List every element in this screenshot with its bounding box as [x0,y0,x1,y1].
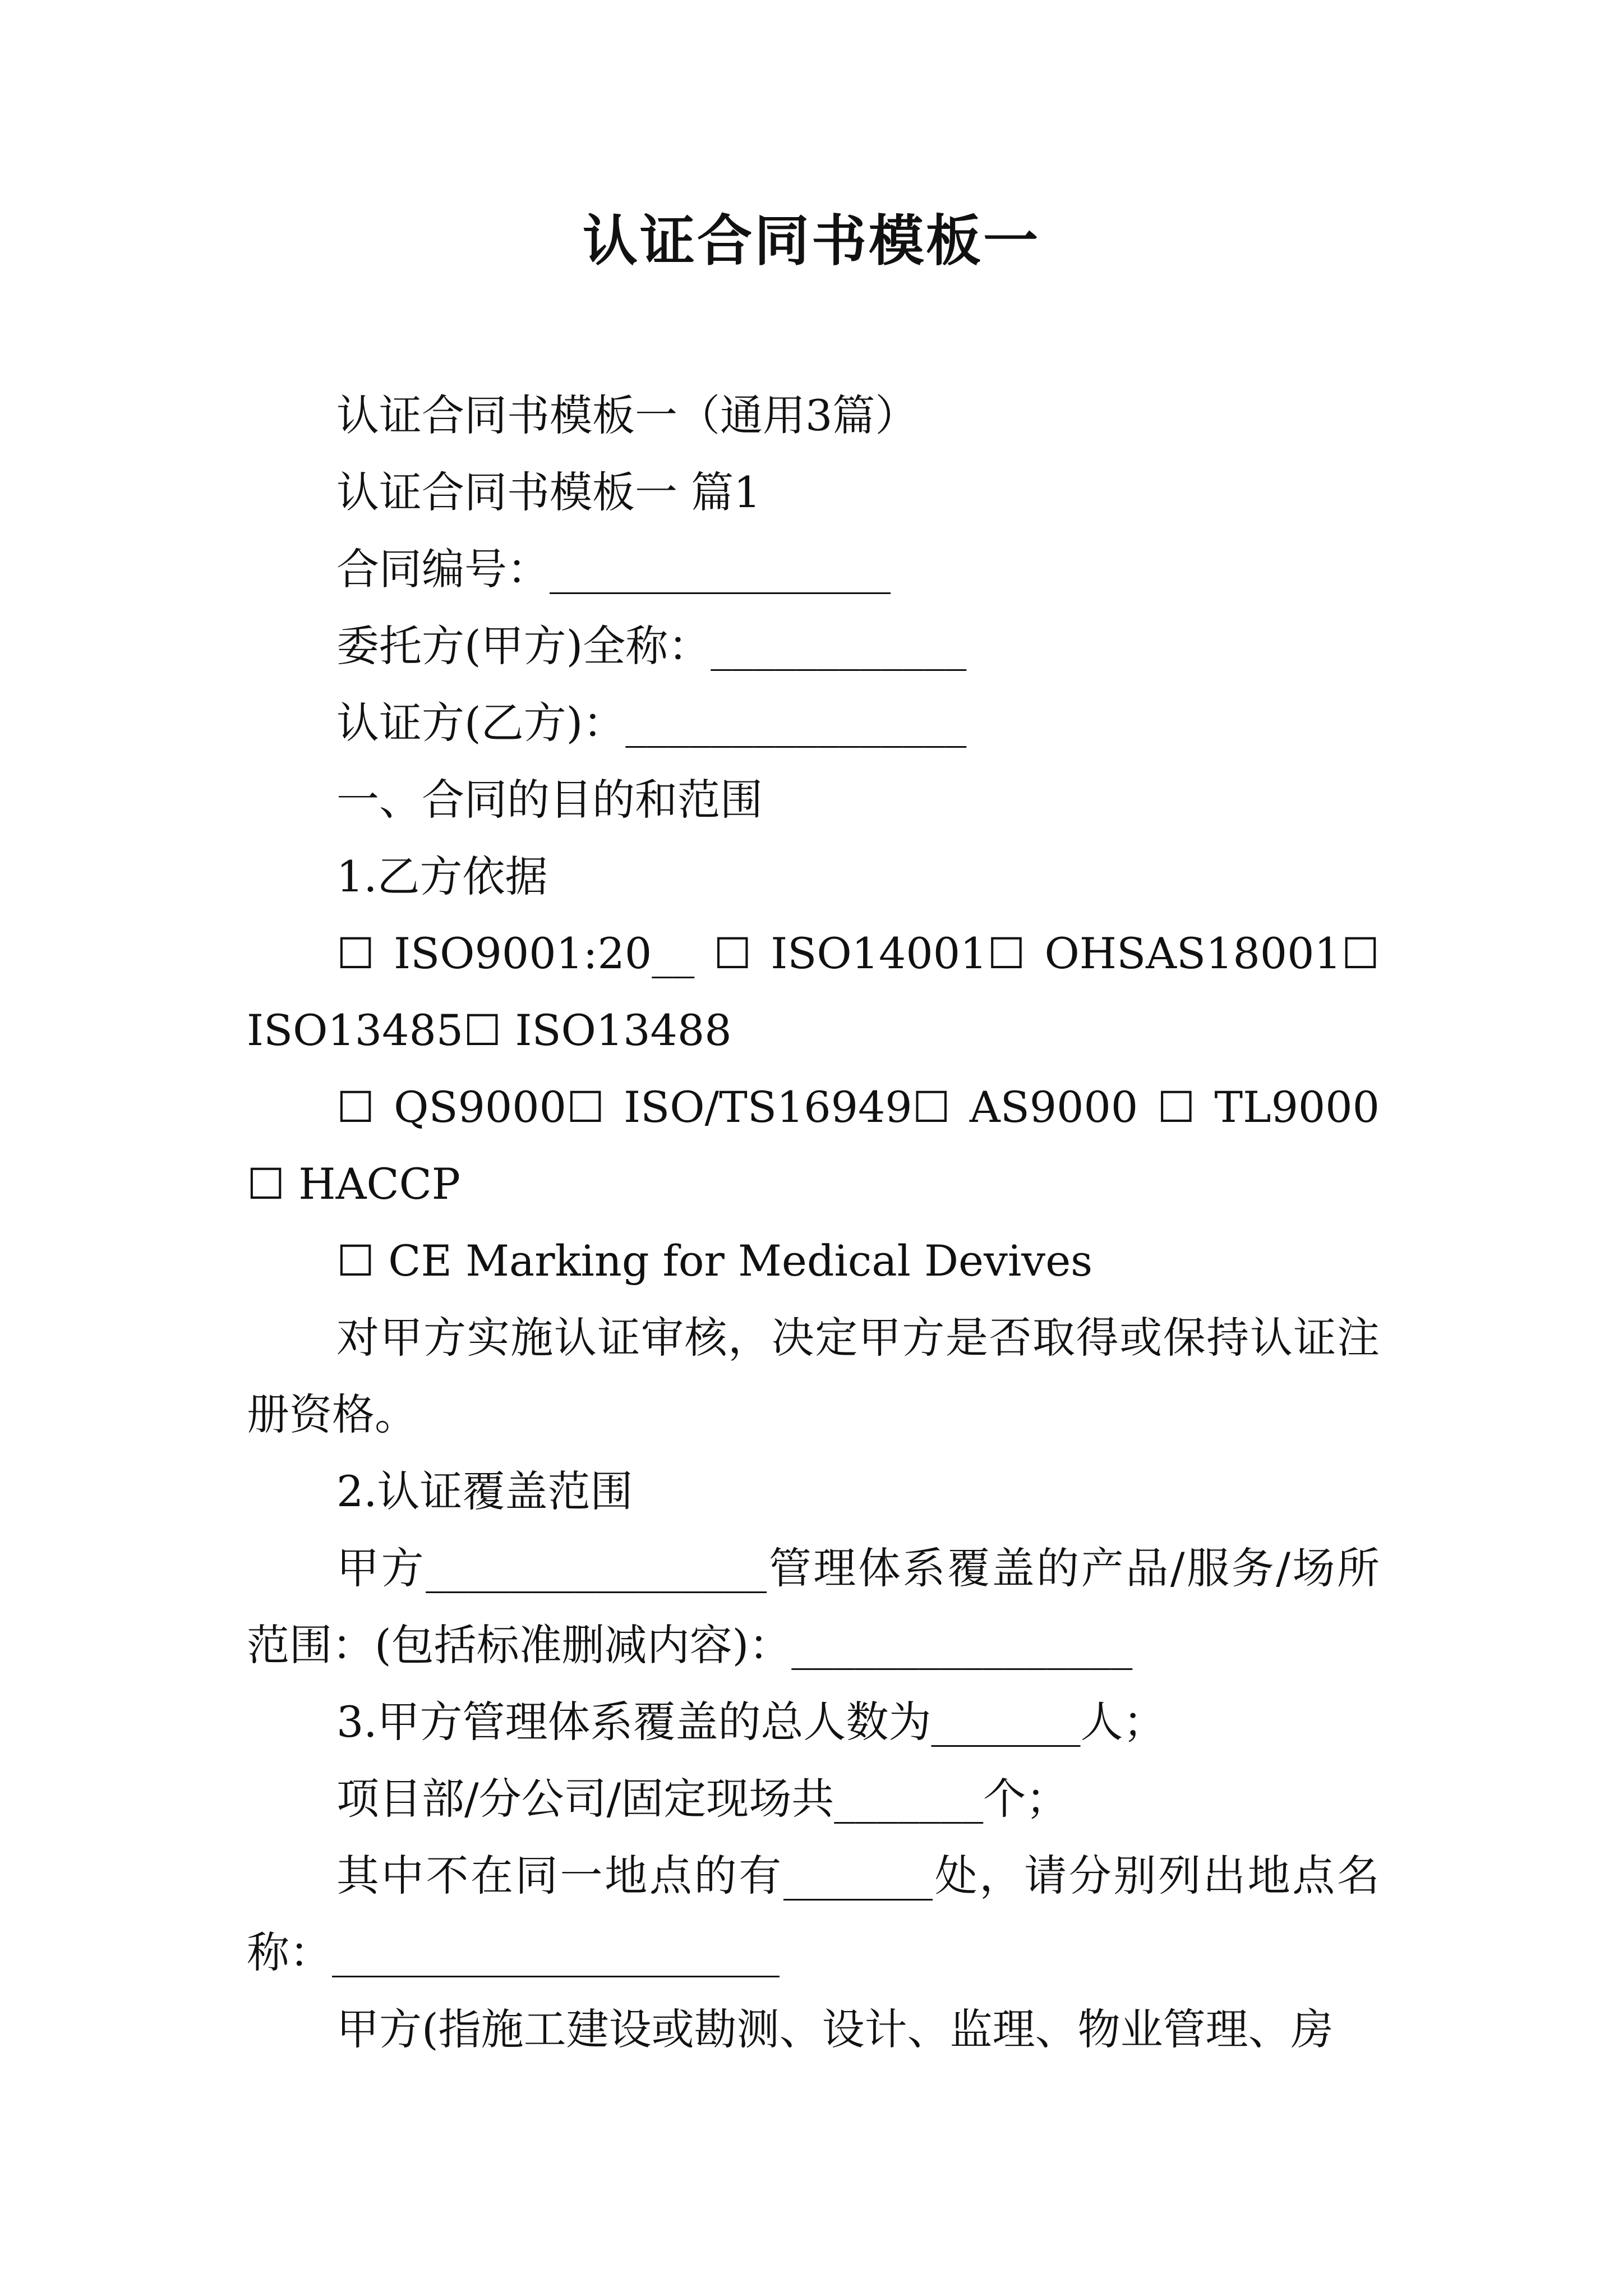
section-heading: 一、合同的目的和范围 [336,775,763,825]
paragraph: 认证方(乙方)：________________ [336,698,967,748]
paragraph: 甲方________________管理体系覆盖的产品/服务/场所范围：(包括标准删减内容)：________________ [247,1543,1380,1670]
paragraph: 认证合同书模板一 篇1 [336,467,761,517]
paragraph: 项目部/分公司/固定现场共_______个； [336,1774,1069,1824]
paragraph: 其中不在同一地点的有_______处，请分别列出地点名称：_____________________ [247,1851,1380,1977]
checkbox-line: ☐ QS9000☐ ISO/TS16949☐ AS9000 ☐ TL9000 ☐ HACCP [247,1082,1394,1209]
document-title: 认证合同书模板一 [582,209,1040,273]
paragraph: 1.乙方依据 [336,852,548,901]
paragraph: 合同编号：________________ [336,544,891,594]
document-body [247,377,1394,2068]
paragraph: 甲方(指施工建设或勘测、设计、监理、物业管理、房 [336,2004,1334,2054]
paragraph: 对甲方实施认证审核，决定甲方是否取得或保持认证注册资格。 [247,1313,1380,1439]
paragraph: 2.认证覆盖范围 [336,1466,633,1516]
paragraph: 认证合同书模板一（通用3篇） [336,390,918,440]
checkbox-line: ☐ ISO9001:20__ ☐ ISO14001☐ OHSAS18001☐ ISO13485☐ ISO13488 [247,928,1394,1055]
paragraph: 委托方(甲方)全称：____________ [336,621,967,671]
checkbox-line: ☐ CE Marking for Medical Devives [336,1236,1093,1286]
paragraph: 3.甲方管理体系覆盖的总人数为_______人； [336,1697,1166,1747]
